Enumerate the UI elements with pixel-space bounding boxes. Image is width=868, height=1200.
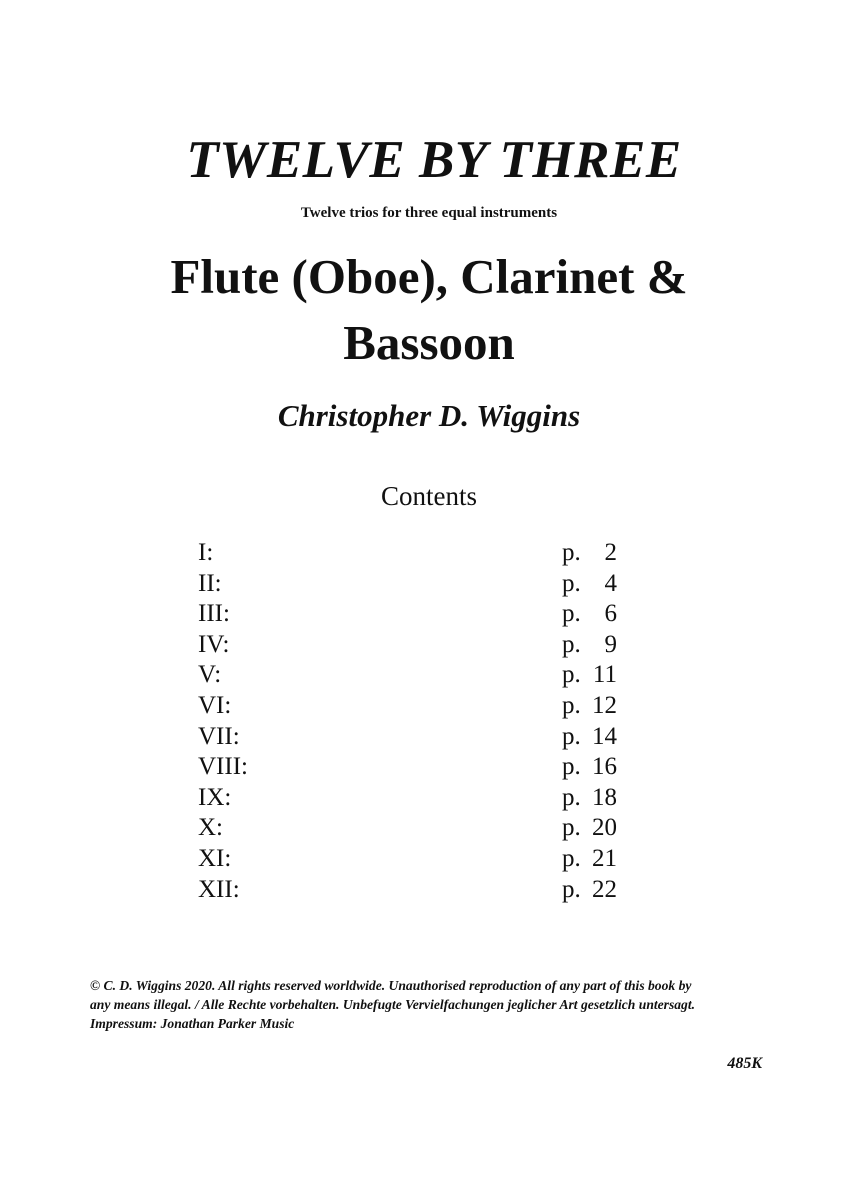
copyright-line-1: © C. D. Wiggins 2020. All rights reserved worldwide. Unauthorised reproduction of any part of this book by	[90, 978, 692, 993]
page-prefix: p.	[562, 569, 581, 597]
copyright-line-3: Impressum: Jonathan Parker Music	[90, 1016, 295, 1031]
movement-number: III:	[198, 600, 230, 628]
page-number: 6	[604, 600, 617, 628]
movement-number: V:	[198, 661, 222, 689]
page-number: 18	[592, 783, 617, 811]
contents-row	[198, 783, 628, 814]
page-number: 2	[604, 539, 617, 566]
contents-row	[198, 813, 628, 844]
contents-row	[198, 691, 628, 722]
page-prefix: p.	[562, 875, 581, 903]
page-prefix: p.	[562, 753, 581, 781]
contents-row	[198, 630, 628, 661]
movement-number: XI:	[198, 844, 232, 872]
page-number: 22	[592, 875, 617, 903]
contents-row	[198, 569, 628, 600]
copyright-line-2: any means illegal. / Alle Rechte vorbehalten. Unbefugte Vervielfachungen jeglicher Art gesetzlich untersagt.	[90, 997, 696, 1012]
instrumentation-line-1: Flute (Oboe), Clarinet &	[170, 249, 688, 304]
movement-number: XII:	[198, 875, 240, 903]
contents-list	[198, 538, 628, 905]
movement-number: IX:	[198, 783, 232, 811]
page-number: 9	[604, 630, 617, 658]
page-prefix: p.	[562, 814, 581, 842]
contents-row	[198, 844, 628, 875]
movement-number: VIII:	[198, 753, 248, 781]
contents-row	[198, 875, 628, 906]
page-prefix: p.	[562, 722, 581, 750]
contents-row	[198, 722, 628, 753]
page-number: 16	[592, 753, 617, 781]
page-prefix: p.	[562, 783, 581, 811]
page-number: 21	[592, 844, 617, 872]
contents-row	[198, 599, 628, 630]
page-number: 14	[592, 722, 617, 750]
page-prefix: p.	[562, 691, 581, 719]
contents-row	[198, 660, 628, 691]
instrumentation	[0, 244, 858, 376]
page-prefix: p.	[562, 539, 581, 566]
page-number: 20	[592, 814, 617, 842]
page-number: 4	[604, 569, 617, 597]
movement-number: I:	[198, 539, 214, 566]
page-number: 11	[592, 661, 617, 689]
page-prefix: p.	[562, 844, 581, 872]
catalog-number: 485K	[727, 1055, 762, 1072]
page-number: 12	[592, 691, 617, 719]
contents-heading: Contents	[380, 481, 477, 511]
work-title: TWELVE BY THREE	[186, 131, 682, 189]
composer-name: Christopher D. Wiggins	[277, 398, 581, 433]
page-prefix: p.	[562, 661, 581, 689]
contents-row	[198, 752, 628, 783]
movement-number: II:	[198, 569, 222, 597]
movement-number: X:	[198, 814, 223, 842]
page-prefix: p.	[562, 630, 581, 658]
movement-number: VI:	[198, 691, 232, 719]
work-subtitle: Twelve trios for three equal instruments	[300, 205, 558, 221]
movement-number: VII:	[198, 722, 240, 750]
instrumentation-line-2: Bassoon	[343, 315, 515, 370]
copyright-notice	[90, 976, 790, 1033]
contents-row	[198, 538, 628, 569]
page-prefix: p.	[562, 600, 581, 628]
movement-number: IV:	[198, 630, 230, 658]
